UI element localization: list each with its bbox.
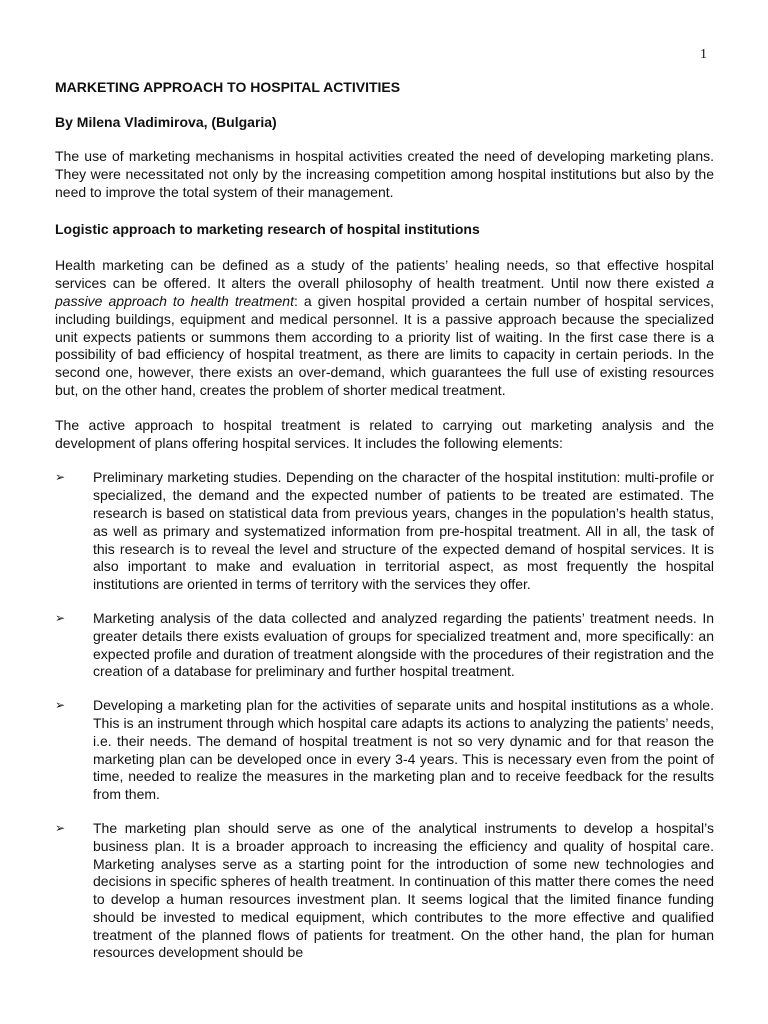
list-item-text: The marketing plan should serve as one of the analytical instruments to develop a hospital’s business plan. It is a broader approach to increasing the efficiency and quality of hospital care. Marketing analyses serve as a starting point for the introduction of some new technologies and decisions in specific spheres of health treatment. In continuation of this matter there comes the need to develop a human resources investment plan. It seems logical that the limited finance funding should be invested to medical equipment, which contributes to the more effective and qualified treatment of the planned flows of patients for treatment. On the other hand, the plan for human resources development should be	[93, 819, 715, 961]
list-item-text: Developing a marketing plan for the activities of separate units and hospital institutions as a whole. This is an instrument through which hospital care adapts its actions to analyzing the patients’ needs, i.e. their needs. The demand of hospital treatment is not so very dynamic and for that reason the marketing plan can be developed once in every 3-4 years. This is necessary even from the point of time, needed to realize the measures in the marketing plan and to receive feedback for the results from them.	[93, 697, 714, 803]
list-item-text: Marketing analysis of the data collected and analyzed regarding the patients’ treatment needs. In greater details there exists evaluation of groups for specialized treatment and, more specifically: an expected profile and duration of treatment alongside with the procedures of their registration and the creation of a database for preliminary and further hospital treatment.	[93, 609, 714, 680]
health-paragraph-end: : a given hospital provided a certain number of hospital services, including buildings, equipment and medical personnel. It is a passive approach because the specialized unit expects patients or summons them according to a priority list of waiting. In the first case there is a possibility of bad efficiency of hospital treatment, as there are limits to capacity in certain periods. In the second one, however, there exists an over-demand, which guarantees the full use of existing resources but, on the other hand, creates the problem of shorter medical treatment.	[55, 292, 714, 398]
arrowhead-bullet-icon: ➢	[55, 610, 66, 625]
list-item	[55, 820, 714, 962]
document-body	[55, 78, 714, 978]
passive-approach-emphasis: a passive approach to health treatment	[55, 275, 714, 309]
active-approach-paragraph: The active approach to hospital treatment is related to carrying out marketing analysis and the development of plans offering hospital services. It includes the following elements:	[55, 416, 714, 451]
list-item	[55, 469, 714, 594]
arrowhead-bullet-icon: ➢	[55, 470, 66, 485]
author-byline: By Milena Vladimirova, (Bulgaria)	[55, 114, 277, 130]
intro-paragraph: The use of marketing mechanisms in hospital activities created the need of developing marketing plans. They were necessitated not only by the increasing competition among hospital institutions but also by the need to improve the total system of their management.	[55, 148, 714, 200]
arrowhead-bullet-icon: ➢	[55, 698, 66, 713]
health-marketing-paragraph	[55, 257, 714, 399]
arrowhead-bullet-icon: ➢	[55, 820, 66, 835]
list-item	[55, 697, 714, 804]
element-list	[55, 469, 714, 962]
list-item	[55, 610, 714, 681]
health-paragraph-start: Health marketing can be defined as a study of the patients’ healing needs, so that effective hospital services can be offered. It alters the overall philosophy of health treatment. Until now there existed	[55, 257, 714, 292]
document-title: MARKETING APPROACH TO HOSPITAL ACTIVITIES	[55, 79, 401, 95]
section-heading: Logistic approach to marketing research of hospital institutions	[55, 221, 480, 238]
list-item-text: Preliminary marketing studies. Depending on the character of the hospital institution: multi-profile or specialized, the demand and the expected number of patients to be treated are estimated. The research is based on statistical data from previous years, changes in the population’s health status, as well as primary and systematized information from pre-hospital treatment. All in all, the task of this research is to reveal the level and structure of the expected demand of hospital services. It is also important to make and evaluation in territorial aspect, as most frequently the hospital institutions are oriented in terms of territory with the services they offer.	[93, 469, 714, 593]
page-number: 1	[700, 47, 707, 62]
